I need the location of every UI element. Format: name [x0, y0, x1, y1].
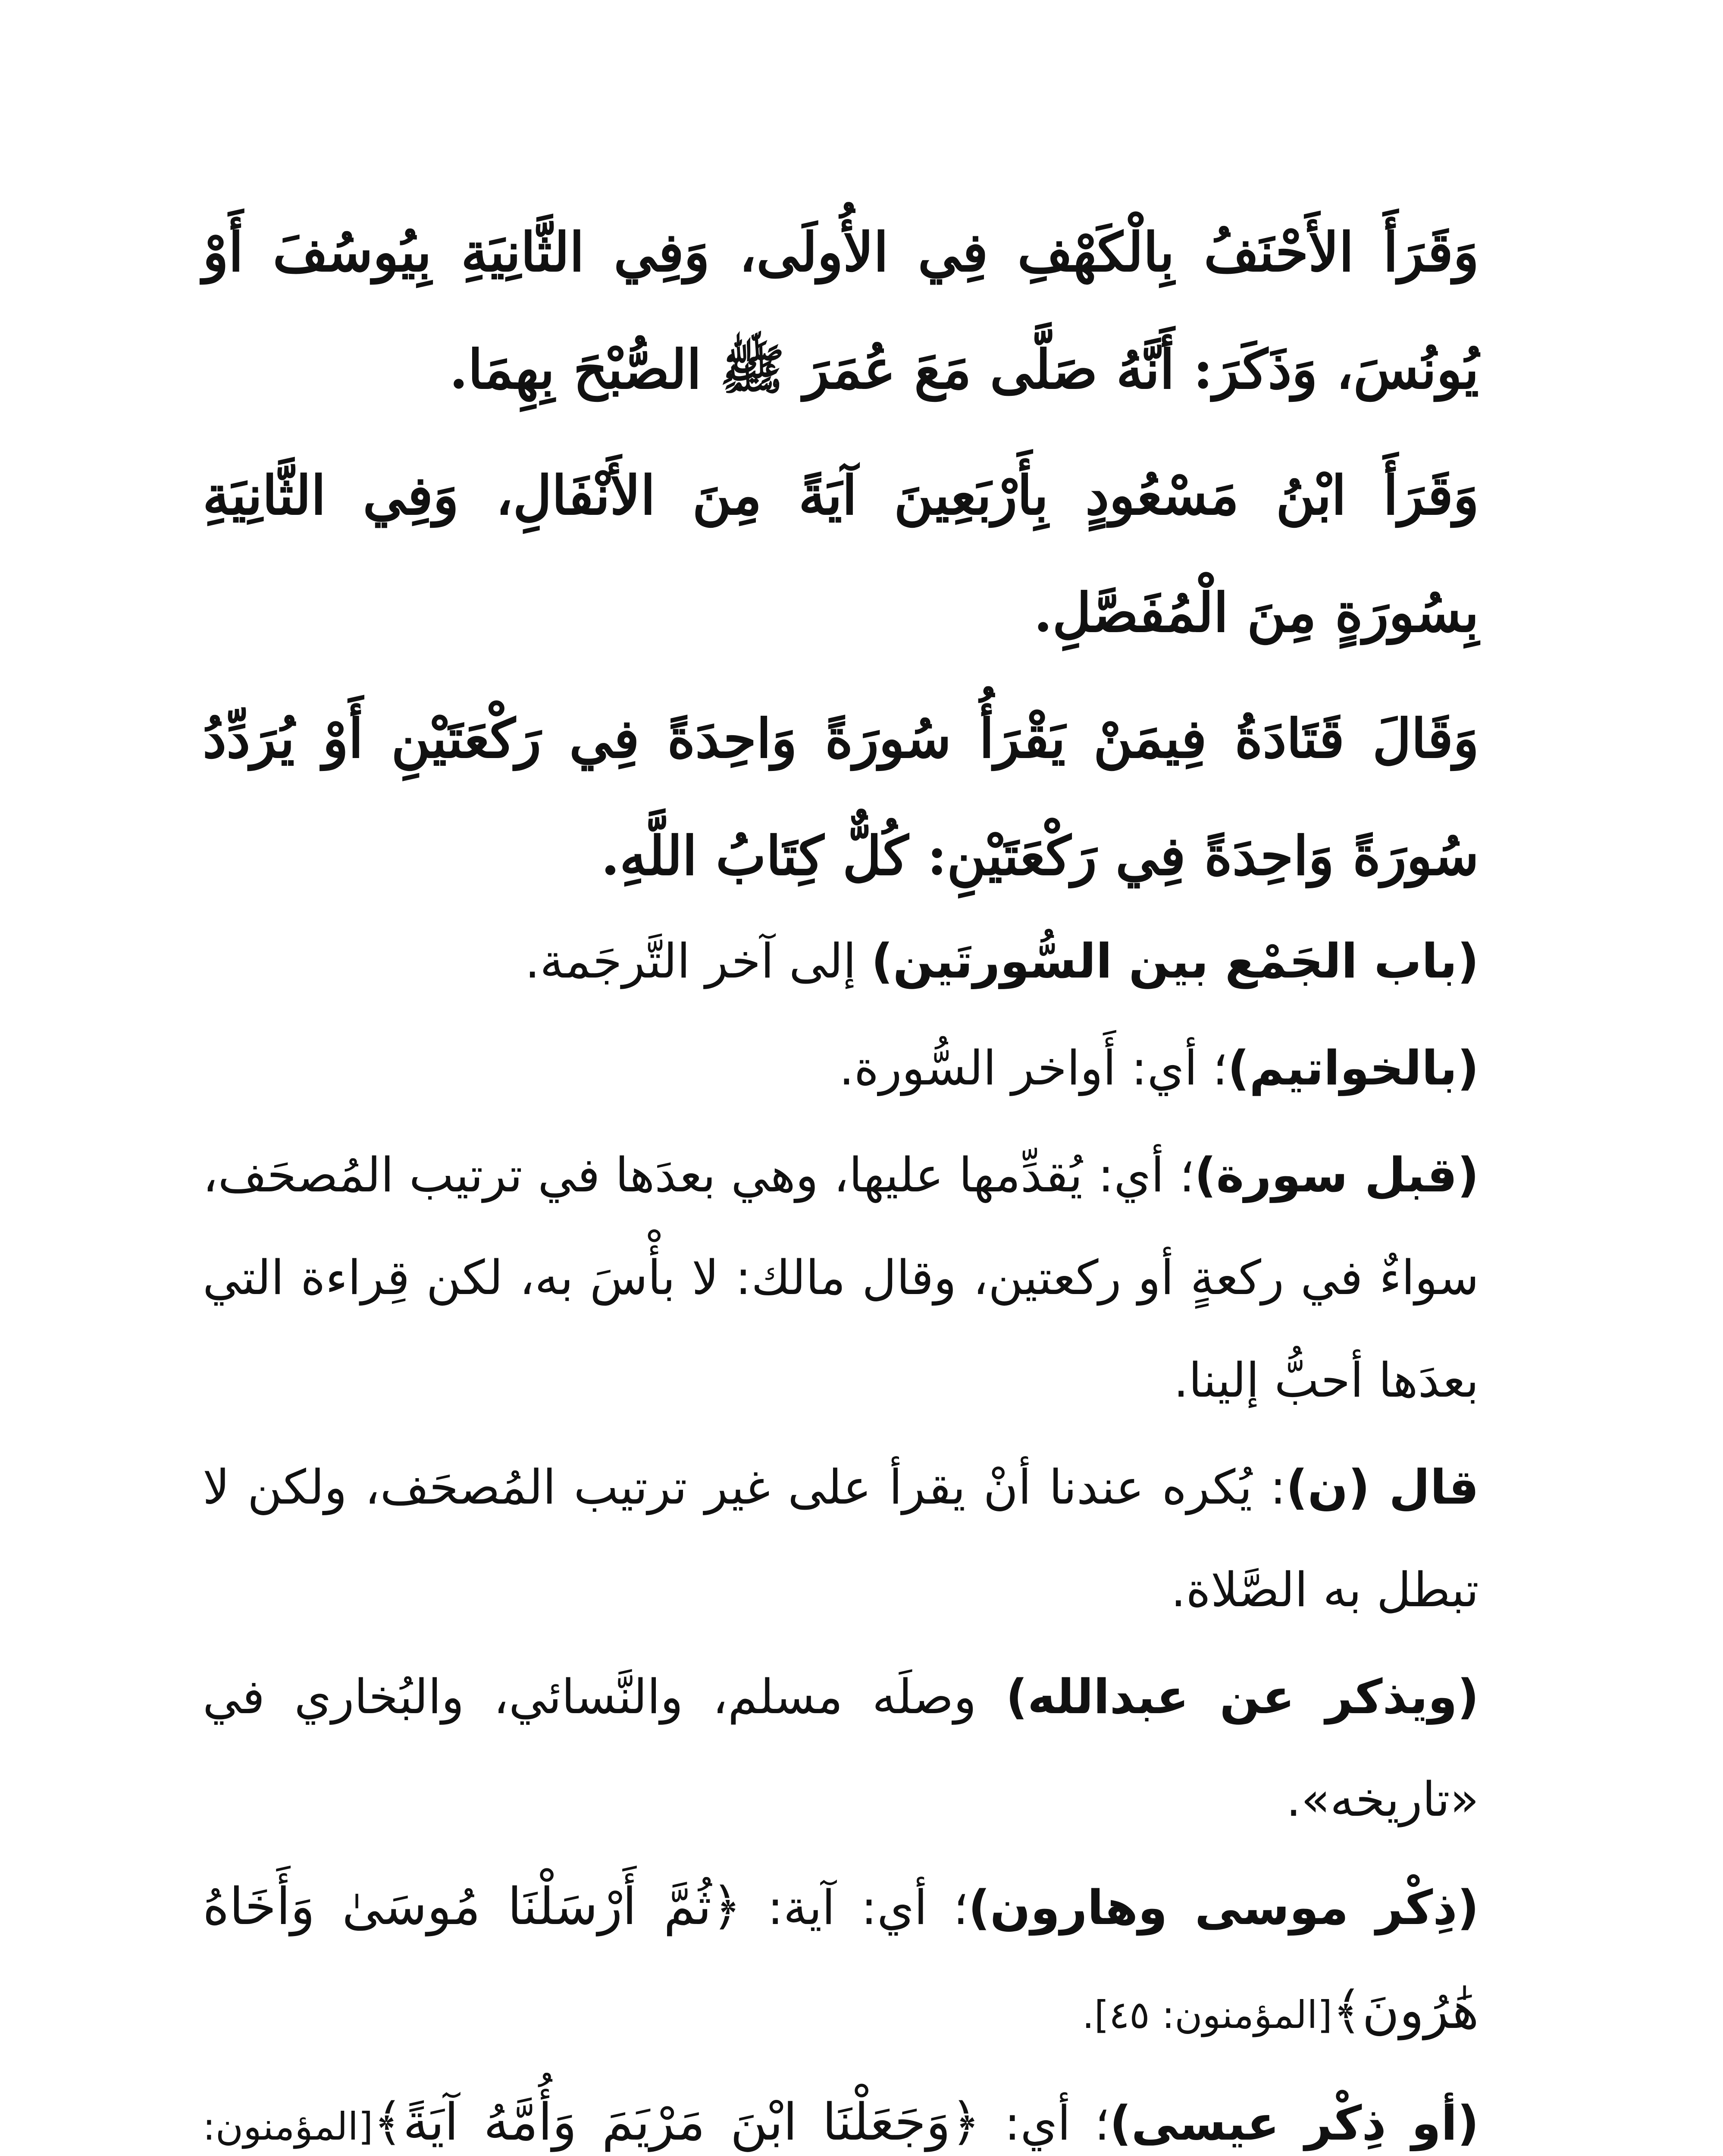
- commentary-lemma: (باب الجَمْع بين السُّورتَين): [871, 934, 1479, 989]
- commentary-text: إلى آخر التَّرجَمة.: [525, 934, 871, 989]
- verse-note-2: [203, 2071, 1479, 2156]
- verse-note-1: [203, 1855, 1479, 2066]
- commentary-text: ؛ أي: آية:: [741, 1880, 968, 1935]
- commentary-lemma: (أو ذِكْر عيسى): [1109, 2096, 1479, 2151]
- commentary-lemma: (ذِكْر موسى وهارون): [968, 1880, 1479, 1935]
- commentary-entry-1: [203, 910, 1479, 1012]
- hadith-paragraph-1: وَقَرَأَ الأَحْنَفُ بِالْكَهْفِ فِي الأُولَى، وَفِي الثَّانِيَةِ بِيُوسُفَ أَوْ يُونُسَ، وَذَكَرَ: أَنَّهُ صَلَّى مَعَ عُمَرَ ﷺ الصُّبْحَ بِهِمَا.: [203, 221, 1479, 401]
- commentary-text: : يُكره عندنا أنْ يقرأ على غير ترتيب المُصحَف، ولكن لا تبطل به الصَّلاة.: [203, 1460, 1479, 1617]
- hadith-paragraph-2: وَقَرَأَ ابْنُ مَسْعُودٍ بِأَرْبَعِينَ آيَةً مِنَ الأَنْفَالِ، وَفِي الثَّانِيَةِ بِسُورَةٍ مِنَ الْمُفَصَّلِ.: [203, 464, 1479, 644]
- commentary-lemma: قال (ن): [1286, 1460, 1479, 1515]
- commentary-text: ؛ أي: يُقدِّمها عليها، وهي بعدَها في ترتيب المُصحَف، سواءٌ في ركعةٍ أو ركعتين، وقال مالك: لا بأْسَ به، لكن قِراءة التي بعدَها أحبُّ إلينا.: [203, 1147, 1479, 1408]
- commentary-lemma: (قبل سورة): [1194, 1147, 1479, 1203]
- commentary-text: وصلَه مسلم، والنَّسائي، والبُخاري في «تاريخه».: [203, 1669, 1479, 1827]
- commentary-lemma: (ويذكر عن عبدالله): [1006, 1669, 1479, 1724]
- hadith-text-block: [203, 194, 1479, 915]
- commentary-entry-4: [203, 1436, 1479, 1641]
- quran-verse: ﴿وَجَعَلْنَا ابْنَ مَرْيَمَ وَأُمَّهُ آيَةً﴾: [373, 2092, 981, 2152]
- commentary-entry-5: [203, 1645, 1479, 1851]
- commentary-block: [203, 910, 1479, 2156]
- hadith-paragraph-3: وَقَالَ قَتَادَةُ فِيمَنْ يَقْرَأُ سُورَةً وَاحِدَةً فِي رَكْعَتَيْنِ أَوْ يُرَدِّدُ سُورَةً وَاحِدَةً فِي رَكْعَتَيْنِ: كُلٌّ كِتَابُ اللَّهِ.: [203, 708, 1479, 887]
- commentary-lemma: (بالخواتيم): [1228, 1040, 1479, 1096]
- commentary-text: ؛ أي: أَواخر السُّورة.: [839, 1040, 1228, 1096]
- commentary-entry-3: [203, 1124, 1479, 1432]
- verse-reference: [المؤمنون:: [203, 2104, 373, 2149]
- verse-reference: [المؤمنون: ٤٥].: [1082, 1993, 1332, 2037]
- quran-verse: ﴿ثُمَّ أَرْسَلْنَا مُوسَىٰ وَأَخَاهُ هَٰرُونَ﴾: [203, 1877, 1479, 2040]
- commentary-entry-2: [203, 1017, 1479, 1119]
- commentary-text: ؛ أي:: [980, 2096, 1110, 2151]
